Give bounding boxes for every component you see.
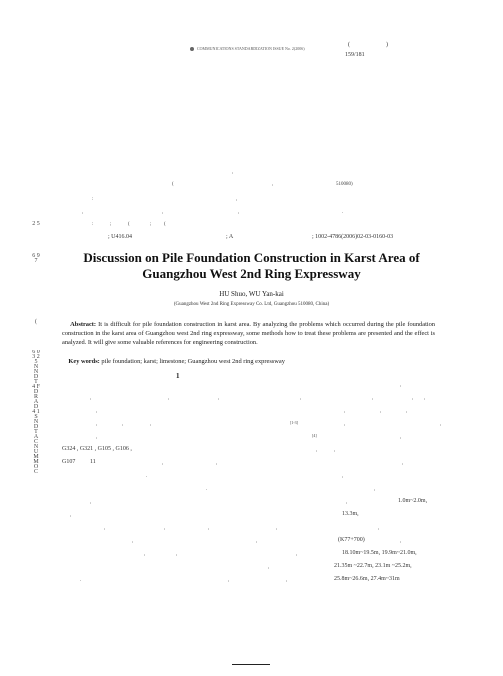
affiliation: (Guangzhou West 2nd Ring Expressway Co. Ltd, Guangzhou 510080, China) [173, 302, 330, 307]
margin-mark-b: 6 9 7 [32, 253, 40, 264]
body-punct: . [146, 474, 148, 479]
body-punct: , [150, 422, 152, 427]
cn-comma: , [236, 197, 238, 202]
body-punct: , [96, 435, 98, 440]
body-punct: , [228, 578, 230, 583]
body-punct: , [402, 461, 404, 466]
cn-doc-code-row: ; A [226, 234, 234, 240]
body-ref-mark: [4] [312, 433, 317, 438]
abstract [62, 320, 435, 348]
body-punct: , [300, 396, 302, 401]
body-punct: , [168, 396, 170, 401]
margin-mark-d: 6 0 3 2 5 N N D T 4 F D R A D 4 1 S N D T A C N U M M O C [32, 350, 40, 475]
body-punct: . [206, 487, 208, 492]
body-punct: , [96, 409, 98, 414]
body-punct: , [208, 526, 210, 531]
body-punct: . [80, 578, 82, 583]
body-punct: , [400, 383, 402, 388]
header-bracket-close: ) [386, 42, 388, 48]
cn-comma: . [342, 210, 344, 215]
body-range-3: 25.8m~26.6m, 27.4m~31m [334, 576, 400, 582]
body-depth-2: 13.3m, [342, 511, 359, 517]
cn-paren-open: ( [172, 182, 174, 187]
body-punct: , [96, 422, 98, 427]
cn-colon: : [92, 222, 94, 227]
body-punct: , [164, 526, 166, 531]
keywords [62, 357, 435, 366]
article-id: 1002-4786(2006)02-03-0160-03 [315, 234, 394, 240]
body-punct: , [216, 461, 218, 466]
body-punct: , [276, 526, 278, 531]
margin-mark-c: ( [35, 319, 37, 325]
body-punct: , [296, 552, 298, 557]
body-punct: , [406, 409, 408, 414]
class-number: U416.04 [111, 234, 133, 240]
body-punct: , [372, 396, 374, 401]
body-punct: , [268, 565, 270, 570]
body-road-g107-num: 11 [90, 459, 96, 465]
body-punct: , [122, 422, 124, 427]
body-punct: , [70, 513, 72, 518]
cn-comma: , [232, 170, 234, 175]
body-punct: , [286, 578, 288, 583]
keywords-text: pile foundation; karst; limestone; Guangzhou west 2nd ring expressway [101, 358, 285, 365]
body-punct: , [256, 539, 258, 544]
cn-semicolon: ; [150, 222, 152, 227]
body-punct: , [316, 448, 318, 453]
body-roads: G324 , G321 , G105 , G106 , [62, 446, 132, 452]
body-punct: , [344, 409, 346, 414]
body-punct: , [342, 474, 344, 479]
body-punct: , [132, 539, 134, 544]
cn-class-number-row: ; U416.04 [108, 234, 133, 240]
header-page-range: 159/181 [345, 52, 365, 58]
header-bracket-open: ( [348, 42, 350, 48]
body-station-tail: , [400, 539, 402, 544]
margin-mark-a: 2 5 [32, 221, 40, 227]
abstract-text: It is difficult for pile foundation construction in karst area. By analyzing the problems which occurred during the pile foundation construction in the karst area of Guangzhou west 2nd ring expressway, some methods how to treat these problems are presented and the effect is analyzed. It will give some valuable references for engineering construction. [62, 321, 436, 347]
body-station: (K77+700) [338, 537, 365, 543]
abstract-label: Abstract: [70, 321, 97, 328]
journal-header-line: COMMUNICATIONS STANDARDIZATION ISSUE No. 2(2006) [190, 46, 305, 51]
bullet-icon [190, 47, 194, 51]
cn-postcode: 510080) [336, 182, 353, 187]
body-ref-mark: [1-3] [290, 420, 298, 425]
body-punct: , [218, 396, 220, 401]
body-punct: , [424, 396, 426, 401]
body-punct: , [380, 409, 382, 414]
cn-paren: ( [128, 222, 130, 227]
page-bottom-rule [232, 664, 270, 665]
cn-semicolon: ; [110, 222, 112, 227]
body-punct: , [346, 500, 348, 505]
cn-colon: : [92, 197, 94, 202]
body-punct: , [400, 435, 402, 440]
section-number: 1 [176, 372, 180, 380]
body-punct: , [90, 396, 92, 401]
body-punct: , [440, 422, 442, 427]
body-punct: , [378, 526, 380, 531]
doc-code: A [228, 234, 234, 240]
cn-comma: , [82, 210, 84, 215]
body-punct: , [344, 422, 346, 427]
paper-title-line-1: Discussion on Pile Foundation Construction in Karst Area of [83, 250, 420, 265]
body-punct: , [162, 461, 164, 466]
body-punct: , [90, 500, 92, 505]
authors: HU Shuo, WU Yan-kai [219, 290, 284, 298]
paper-title-line-2: Guangzhou West 2nd Ring Expressway [142, 266, 361, 281]
cn-comma: , [238, 210, 240, 215]
body-punct: , [104, 526, 106, 531]
keywords-label: Key words: [68, 358, 100, 365]
cn-article-id-row: ; 1002-4786(2006)02-03-0160-03 [312, 234, 394, 240]
body-range-1: 18.10m~19.5m, 19.9m~21.0m, [342, 550, 417, 556]
body-depth-1: 1.0m~2.0m, [398, 498, 428, 504]
cn-comma: , [162, 210, 164, 215]
body-range-2: 21.35m ~22.7m, 23.1m ~25.2m, [334, 563, 412, 569]
body-punct: , [374, 487, 376, 492]
body-punct: , [412, 396, 414, 401]
body-punct: , [176, 552, 178, 557]
cn-paren: ( [164, 222, 166, 227]
body-punct: , [144, 552, 146, 557]
body-road-g107: G107 [62, 459, 76, 465]
cn-comma: , [272, 182, 274, 187]
body-punct: , [334, 448, 336, 453]
